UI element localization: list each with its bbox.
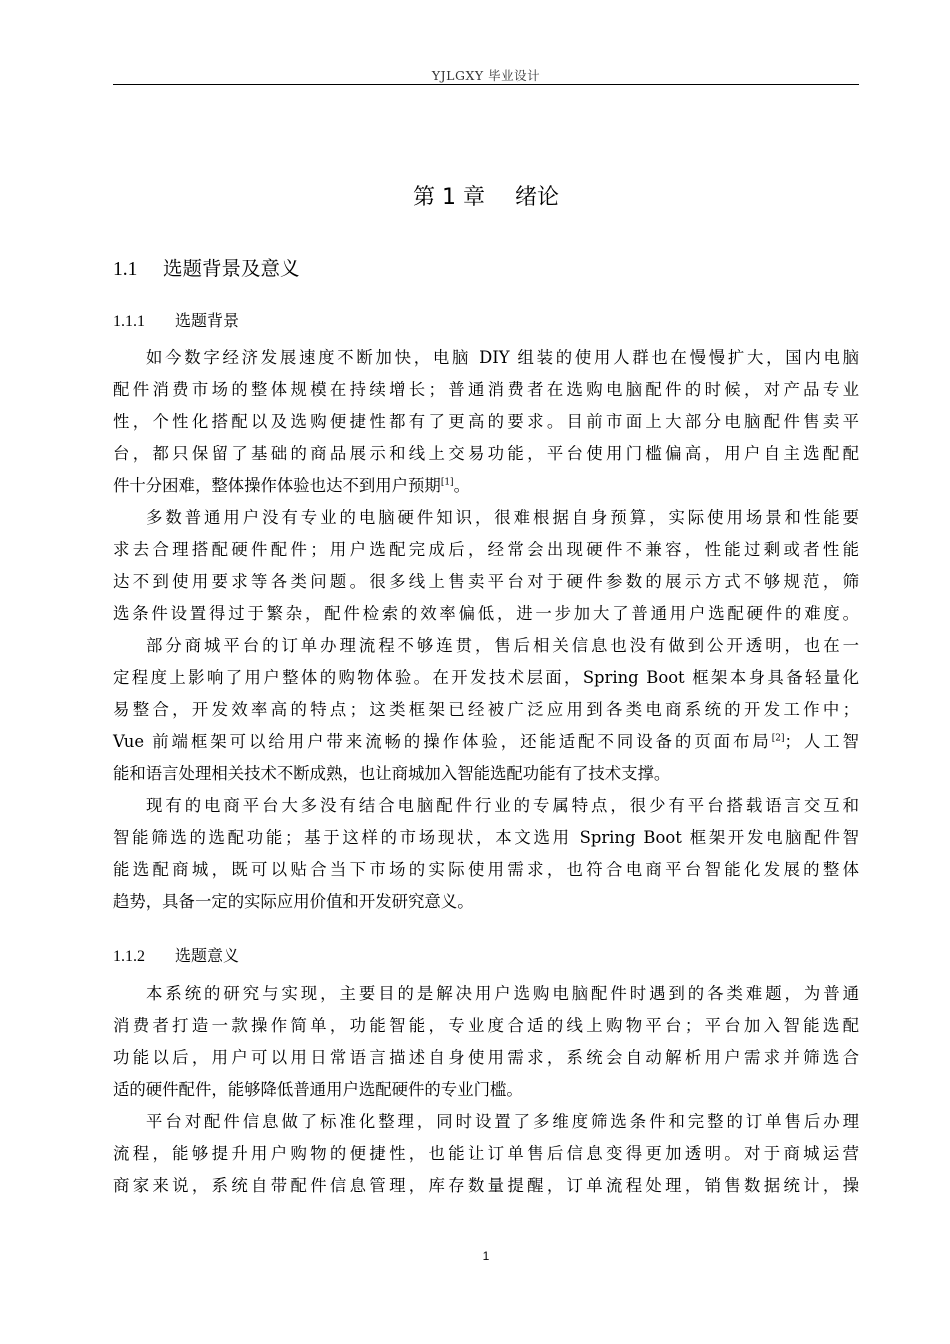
paragraph-3-line: 定程度上影响了用户整体的购物体验。在开发技术层面，Spring Boot 框架本身具备轻量化 <box>113 668 859 687</box>
paragraph-1-line <box>113 476 859 498</box>
subsection-heading-1-1-1 <box>113 308 239 331</box>
paragraph-4-line: 趋势，具备一定的实际应用价值和开发研究意义。 <box>113 892 474 911</box>
paragraph-6-line: 流程，能够提升用户购物的便捷性，也能让订单售后信息变得更加透明。对于商城运营 <box>113 1144 859 1163</box>
subsection-heading-1-1-2 <box>113 943 239 966</box>
citation-ref: [2] <box>771 733 785 744</box>
header-rule <box>113 84 859 85</box>
paragraph-3-line: 易整合，开发效率高的特点；这类框架已经被广泛应用到各类电商系统的开发工作中； <box>113 700 859 719</box>
paragraph-2-line: 多数普通用户没有专业的电脑硬件知识，很难根据自身预算，实际使用场景和性能要 <box>146 508 859 527</box>
paragraph-3-text: Vue 前端框架可以给用户带来流畅的操作体验，还能适配不同设备的页面布局 <box>113 732 772 751</box>
page-number: 1 <box>482 1249 490 1263</box>
subsection-title: 选题背景 <box>175 311 240 330</box>
paragraph-5-line: 消费者打造一款操作简单，功能智能，专业度合适的线上购物平台；平台加入智能选配 <box>113 1016 859 1035</box>
subsection-number: 1.1.2 <box>113 948 145 965</box>
chapter-name: 绪论 <box>514 185 559 210</box>
paragraph-1-line: 性，个性化搭配以及选购便捷性都有了更高的要求。目前市面上大部分电脑配件售卖平 <box>113 412 859 431</box>
paragraph-1-line: 台，都只保留了基础的商品展示和线上交易功能，平台使用门槛偏高，用户自主选配配 <box>113 444 859 463</box>
citation-ref: [1] <box>440 477 454 488</box>
paragraph-1-line: 如今数字经济发展速度不断加快，电脑 DIY 组装的使用人群也在慢慢扩大，国内电脑 <box>146 348 859 367</box>
subsection-title: 选题意义 <box>175 946 240 965</box>
paragraph-3-line <box>113 732 859 754</box>
subsection-number: 1.1.1 <box>113 313 145 330</box>
paragraph-4-line: 智能筛选的选配功能；基于这样的市场现状，本文选用 Spring Boot 框架开发电脑配件智 <box>113 828 859 847</box>
paragraph-6-line: 平台对配件信息做了标准化整理，同时设置了多维度筛选条件和完整的订单售后办理 <box>146 1112 859 1131</box>
paragraph-4-line: 现有的电商平台大多没有结合电脑配件行业的专属特点，很少有平台搭载语言交互和 <box>146 796 859 815</box>
paragraph-5-line: 功能以后，用户可以用日常语言描述自身使用需求，系统会自动解析用户需求并筛选合 <box>113 1048 859 1067</box>
paragraph-5-line: 适的硬件配件，能够降低普通用户选配硬件的专业门槛。 <box>113 1080 523 1099</box>
section-title: 选题背景及意义 <box>163 257 300 280</box>
paragraph-3-end: ；人工智 <box>784 732 859 751</box>
paragraph-4-line: 能选配商城，既可以贴合当下市场的实际使用需求，也符合电商平台智能化发展的整体 <box>113 860 859 879</box>
paragraph-3-line: 部分商城平台的订单办理流程不够连贯，售后相关信息也没有做到公开透明，也在一 <box>146 636 859 655</box>
paragraph-2-line: 达不到使用要求等各类问题。很多线上售卖平台对于硬件参数的展示方式不够规范，筛 <box>113 572 859 591</box>
section-number: 1.1 <box>113 259 138 280</box>
paragraph-6-line: 商家来说，系统自带配件信息管理，库存数量提醒，订单流程处理，销售数据统计，操 <box>113 1176 859 1195</box>
paragraph-2-line: 求去合理搭配硬件配件；用户选配完成后，经常会出现硬件不兼容，性能过剩或者性能 <box>113 540 859 559</box>
page-header: YJLGXY 毕业设计 <box>431 68 541 83</box>
paragraph-3-line: 能和语言处理相关技术不断成熟，也让商城加入智能选配功能有了技术支撑。 <box>113 764 671 783</box>
paragraph-5-line: 本系统的研究与实现，主要目的是解决用户选购电脑配件时遇到的各类难题，为普通 <box>146 984 859 1003</box>
paragraph-1-text: 件十分困难，整体操作体验也达不到用户预期 <box>113 476 441 495</box>
paragraph-1-end: 。 <box>453 476 470 495</box>
paragraph-1-line: 配件消费市场的整体规模在持续增长；普通消费者在选购电脑配件的时候，对产品专业 <box>113 380 859 399</box>
paragraph-2-line: 选条件设置得过于繁杂，配件检索的效率偏低，进一步加大了普通用户选配硬件的难度。 <box>113 604 859 623</box>
chapter-title <box>113 180 859 211</box>
chapter-number: 第 1 章 <box>413 185 485 210</box>
section-heading-1-1 <box>113 253 300 281</box>
